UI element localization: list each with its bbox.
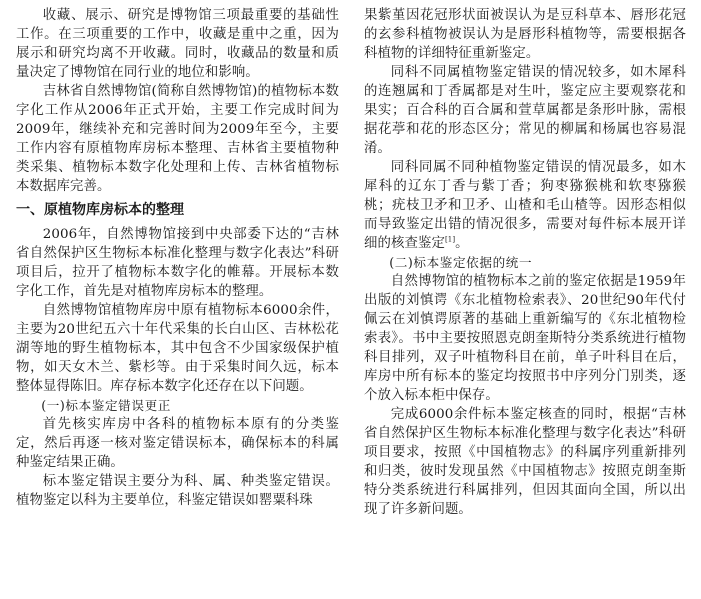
paragraph-end: 。 [455,236,469,251]
subsection-heading: (一)标本鉴定错误更正 [41,398,171,413]
paragraph-text: 同科同属不同种植物鉴定错误的情况最多，如木犀科的辽东丁香与紫丁香；狗枣猕猴桃和软枣猕猴桃；疣枝卫矛和卫矛、山楂和毛山楂等。因形态相似而导致鉴定出错的情况很多，需要对每件标本展开详细的核查鉴定 [364,160,686,251]
paragraph: 自然博物馆的植物标本之前的鉴定依据是1959年出版的刘慎谔《东北植物检索表》、20世纪90年代付佩云在刘慎谔原著的基础上重新编写的《东北植物检索表》。书中主要按照恩克朗奎斯特分类系统进行植物科目排列，双子叶植物科目在前，单子叶科目在后，库房中所有标本的鉴定均按照书中序列分门别类，逐个放入标本柜中保存。 [364,274,686,403]
citation-reference[interactable]: [1] [444,235,456,244]
paragraph: 收藏、展示、研究是博物馆三项最重要的基础性工作。在三项重要的工作中，收藏是重中之重，因为展示和研究均离不开收藏。同时，收藏品的数量和质量决定了博物馆在同行业的地位和影响。 [16,8,339,80]
paragraph: 吉林省自然博物馆(简称自然博物馆)的植物标本数字化工作从2006年正式开始，主要工作完成时间为2009年，继续补充和完善时间为2009年至今，主要工作内容有原植物库房标本整理、吉林省主要植物种类采集、植物标本数字化处理和上传、吉林省植物标本数据库完善。 [16,84,339,194]
subsection-heading: (二)标本鉴定依据的统一 [389,255,533,270]
section-heading: 一、原植物库房标本的整理 [16,202,184,218]
paragraph: 2006年，自然博物馆接到中央部委下达的“吉林省自然保护区生物标本标准化整理与数字化表达”科研项目后，拉开了植物标本数字化的帷幕。开展标本数字化工作，首先是对植物库房标本的整理。 [16,227,339,299]
paragraph: 自然博物馆植物库房中原有植物标本6000余件，主要为20世纪五六十年代采集的长白山区、吉林松花湖等地的野生植物标本，其中包含不少国家级保护植物，如天女木兰、紫杉等。由于采集时间久远，标本整体显得陈旧。库存标本数字化还存在以下问题。 [16,303,339,394]
paragraph: 完成6000余件标本鉴定核查的同时，根据“吉林省自然保护区生物标本标准化整理与数字化表达”科研项目要求，按照《中国植物志》的科属序列重新排列和归类，彼时发现虽然《中国植物志》按照克朗奎斯特分类系统进行科属排列，但因其面向全国，所以出现了许多新问题。 [364,407,686,517]
paragraph: 首先核实库房中各科的植物标本原有的分类鉴定，然后再逐一核对鉴定错误标本，确保标本的科属种鉴定结果正确。 [16,417,339,470]
paragraph: 标本鉴定错误主要分为科、属、种类鉴定错误。植物鉴定以科为主要单位，科鉴定错误如罂粟科珠 [16,474,339,508]
paragraph-continued: 果紫堇因花冠形状面被误认为是豆科草本、唇形花冠的玄参科植物被误认为是唇形科植物等，需要根据各科植物的详细特征重新鉴定。 [364,8,686,61]
paragraph: 同科不同属植物鉴定错误的情况较多，如木犀科的连翘属和丁香属都是对生叶，鉴定应主要观察花和果实；百合科的百合属和萱草属都是条形叶脉，需根据花葶和花的形态区分；常见的柳属和杨属也容易混淆。 [364,65,686,156]
paragraph [364,158,686,253]
right-column [364,6,686,519]
left-column [16,6,339,510]
